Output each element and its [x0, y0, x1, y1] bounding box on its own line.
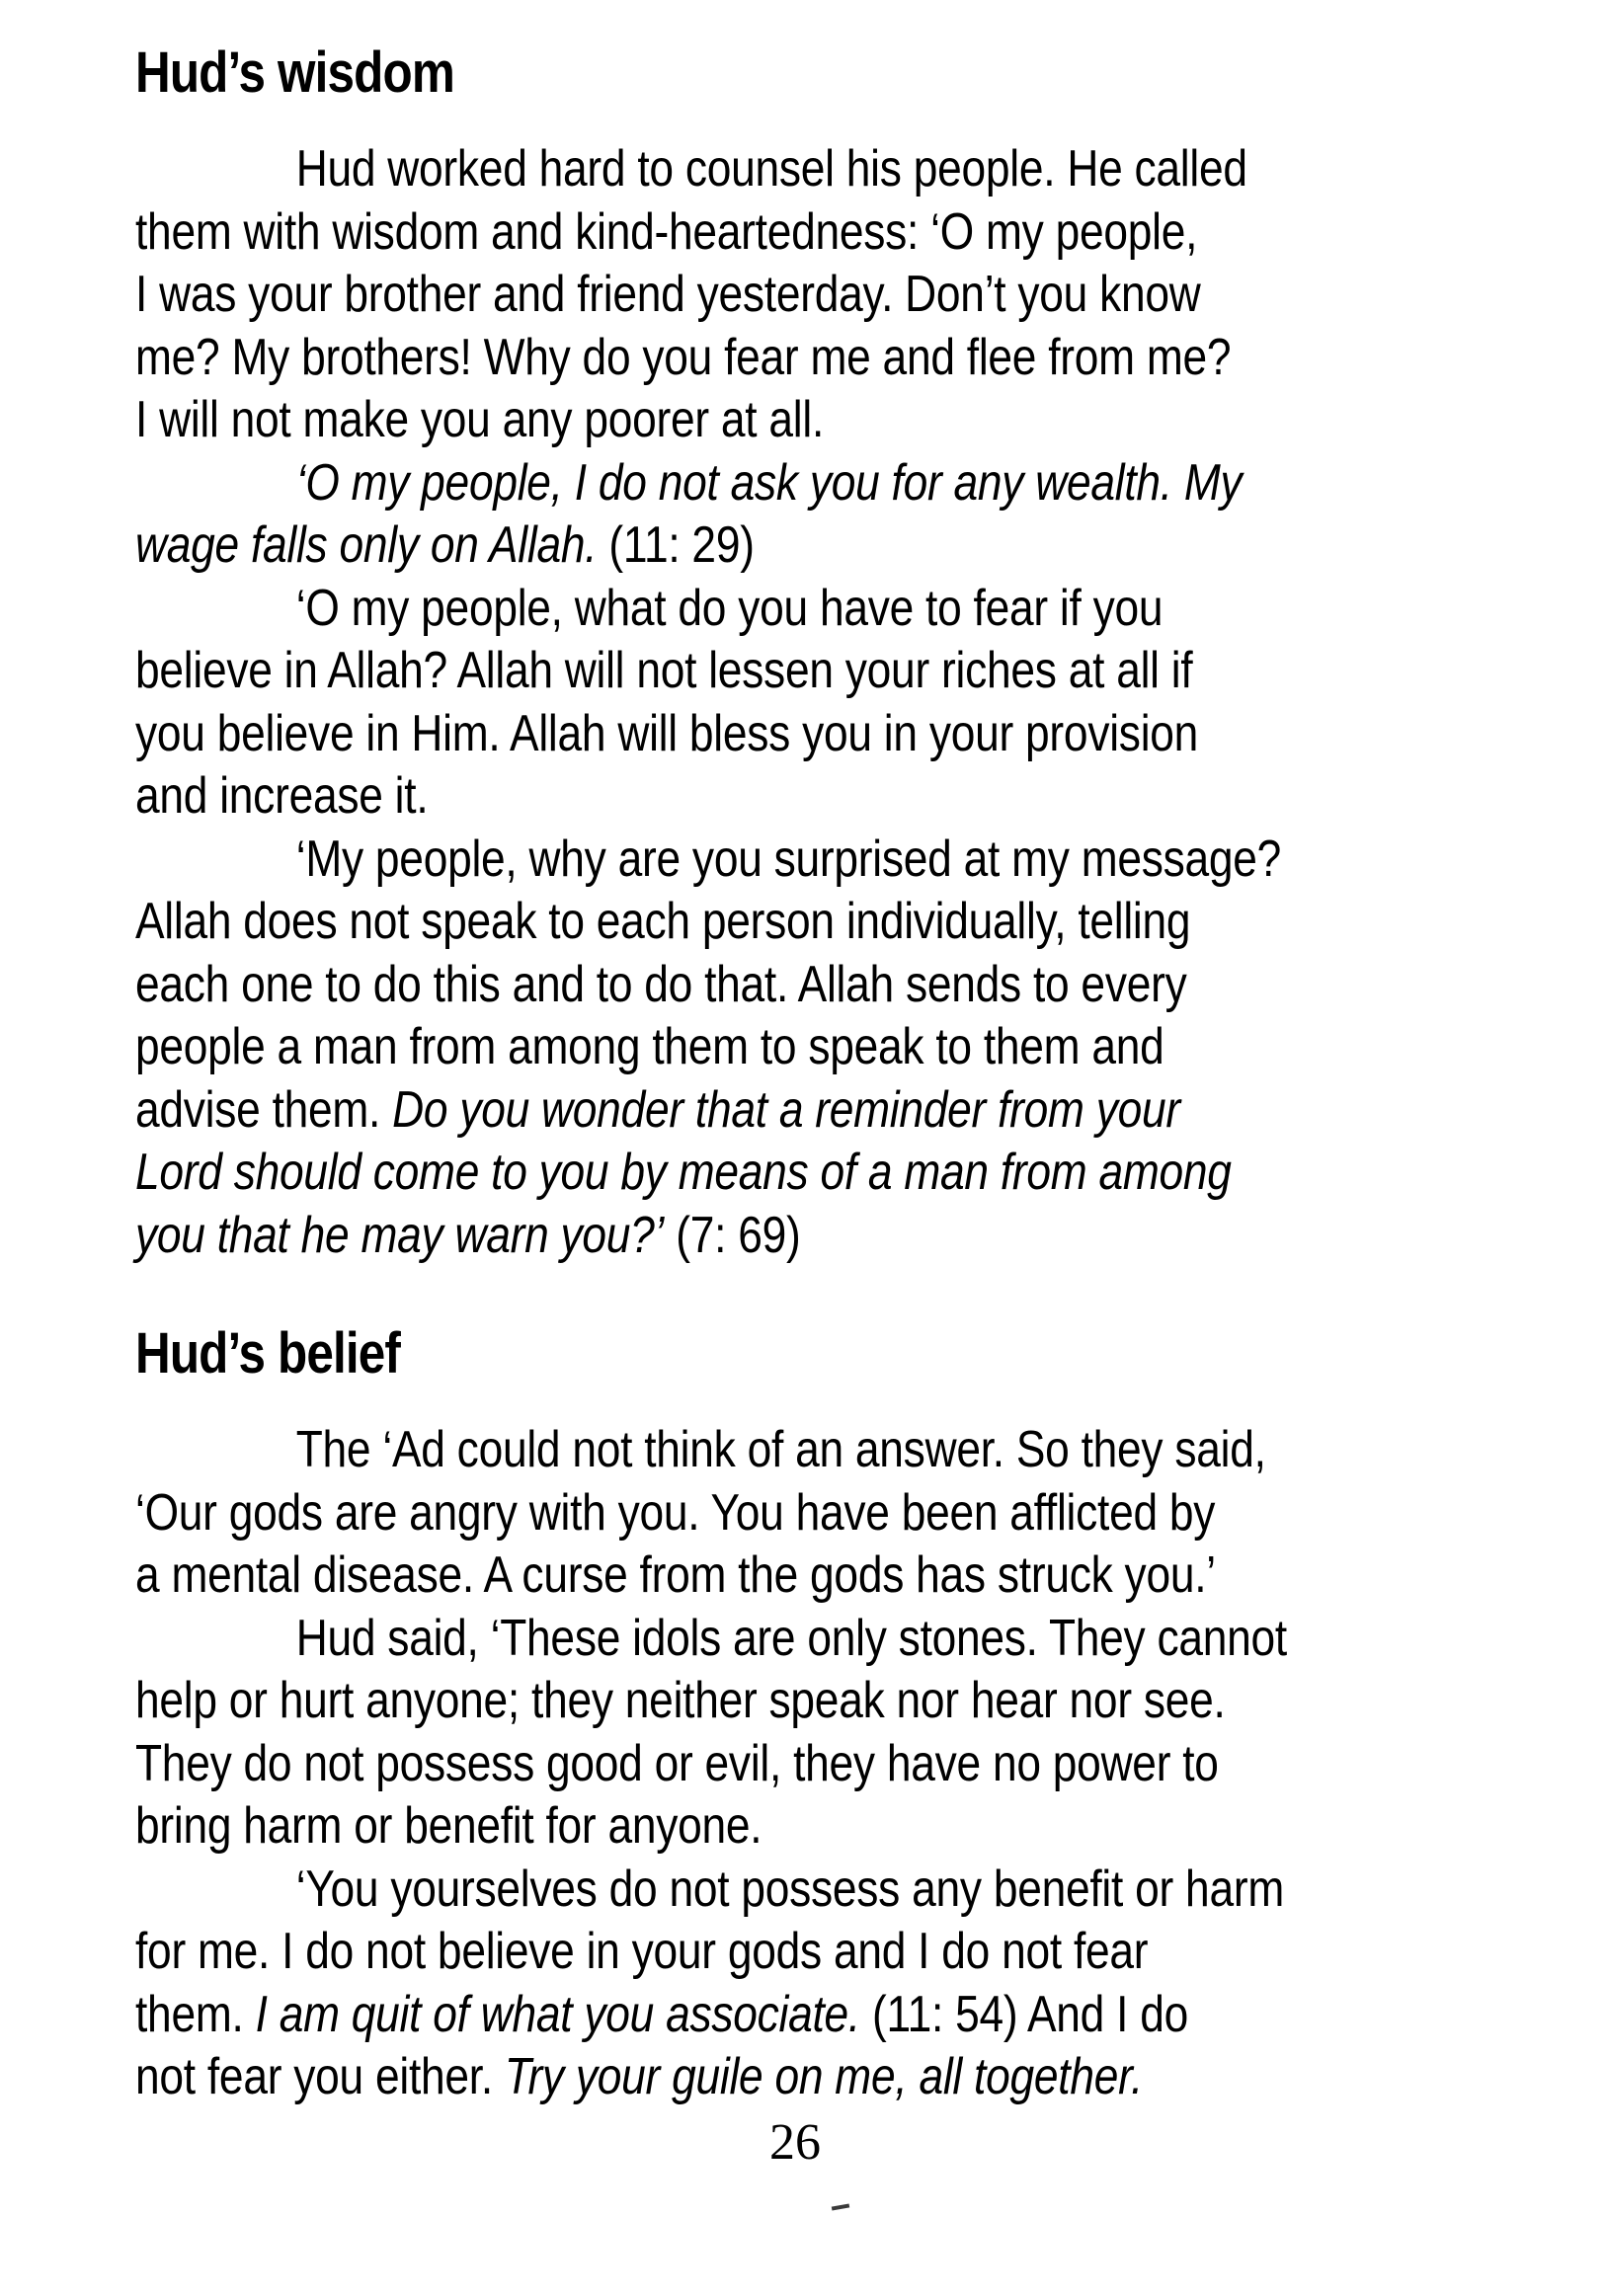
text-segment: not fear you either. — [135, 2048, 505, 2105]
paragraph — [135, 1859, 1456, 2109]
text-segment: Try your guile on me, all together. — [504, 2048, 1144, 2105]
text-line — [135, 1081, 1180, 1139]
verse-reference: (11: 29) — [597, 516, 755, 574]
text-line — [135, 454, 1242, 512]
text-segment: I will not make you any poorer at all. — [135, 391, 825, 448]
paragraph — [135, 1419, 1456, 1608]
text-segment: ‘O my people, I do not ask you for any wealth. My — [295, 453, 1243, 512]
text-line — [135, 1144, 1232, 1201]
text-segment: and increase it. — [135, 767, 429, 825]
text-segment: I am quit of what you associate. — [255, 1985, 860, 2043]
text-line — [135, 705, 1198, 762]
text-segment: advise them. — [135, 1080, 393, 1139]
text-line — [135, 329, 1231, 386]
text-line — [135, 956, 1186, 1013]
text-line — [135, 1672, 1226, 1729]
text-line — [135, 1923, 1148, 1980]
text-segment: ‘My people, why are you surprised at my message? — [295, 830, 1282, 888]
text-line — [135, 1546, 1216, 1604]
section-huds-belief — [135, 1322, 1456, 2109]
text-line — [135, 203, 1197, 261]
text-segment: ‘You yourselves do not possess any benefit or harm — [295, 1860, 1284, 1918]
text-segment: me? My brothers! Why do you fear me and flee from me? — [135, 328, 1232, 386]
text-segment: bring harm or benefit for anyone. — [135, 1797, 762, 1855]
text-line — [135, 140, 1247, 198]
text-segment: people a man from among them to speak to them and — [135, 1018, 1164, 1075]
text-line — [135, 580, 1163, 637]
text-line — [135, 1986, 1188, 2043]
text-segment: each one to do this and to do that. Allah sends to every — [135, 955, 1187, 1013]
section-heading-belief: Hud’s belief — [135, 1321, 401, 1386]
text-segment: Hud said, ‘These idols are only stones. They cannot — [295, 1609, 1287, 1667]
paragraph — [135, 1608, 1456, 1859]
text-line — [135, 1797, 762, 1855]
text-segment: ‘O my people, what do you have to fear if you — [295, 579, 1164, 637]
text-segment: you believe in Him. Allah will bless you in your provision — [135, 704, 1199, 762]
text-segment: Hud worked hard to counsel his people. He called — [295, 140, 1247, 198]
paragraph-quran-quote — [135, 452, 1456, 578]
text-line — [135, 831, 1281, 888]
section-heading-wisdom: Hud’s wisdom — [135, 40, 454, 105]
paragraph — [135, 578, 1456, 829]
scan-artifact-dash — [832, 2203, 849, 2210]
text-line — [135, 266, 1201, 323]
text-segment: believe in Allah? Allah will not lessen your riches at all if — [135, 642, 1193, 699]
text-segment: you that he may warn you?’ — [135, 1206, 665, 1264]
verse-reference: (11: 54) And I do — [859, 1985, 1188, 2043]
text-segment: I was your brother and friend yesterday. Don’t you know — [135, 266, 1201, 323]
text-line — [135, 391, 824, 448]
text-line — [135, 1610, 1287, 1667]
verse-reference: (7: 69) — [664, 1206, 801, 1264]
text-segment: for me. I do not believe in your gods and I do not fear — [135, 1923, 1149, 1980]
text-segment: them. — [135, 1985, 256, 2043]
text-segment: them with wisdom and kind-heartedness: ‘O my people, — [135, 202, 1198, 261]
text-segment: Do you wonder that a reminder from your — [392, 1080, 1180, 1139]
text-line — [135, 1207, 800, 1264]
text-segment: wage falls only on Allah. — [135, 516, 598, 574]
text-segment: Allah does not speak to each person individually, telling — [135, 893, 1191, 950]
text-line — [135, 1861, 1284, 1918]
text-line — [135, 516, 755, 574]
text-line — [135, 1484, 1215, 1542]
text-line — [135, 2048, 1143, 2105]
text-segment: help or hurt anyone; they neither speak nor hear nor see. — [135, 1672, 1226, 1729]
text-column — [135, 41, 1455, 2109]
text-segment: a mental disease. A curse from the gods has struck you.’ — [135, 1546, 1216, 1604]
paragraph — [135, 829, 1456, 1268]
text-block — [135, 41, 1456, 2109]
text-line — [135, 1018, 1164, 1075]
text-line — [135, 893, 1190, 950]
text-line — [135, 767, 428, 825]
section-huds-wisdom — [135, 41, 1456, 1267]
text-segment: They do not possess good or evil, they have no power to — [135, 1734, 1219, 1792]
text-line — [135, 1421, 1266, 1478]
text-line — [135, 1735, 1219, 1792]
paragraph — [135, 138, 1456, 452]
text-segment: Lord should come to you by means of a man from among — [135, 1144, 1232, 1201]
text-segment: The ‘Ad could not think of an answer. So they said, — [295, 1421, 1266, 1478]
text-line — [135, 642, 1192, 699]
page-number: 26 — [769, 2114, 821, 2171]
text-segment: ‘Our gods are angry with you. You have been afflicted by — [135, 1483, 1216, 1542]
